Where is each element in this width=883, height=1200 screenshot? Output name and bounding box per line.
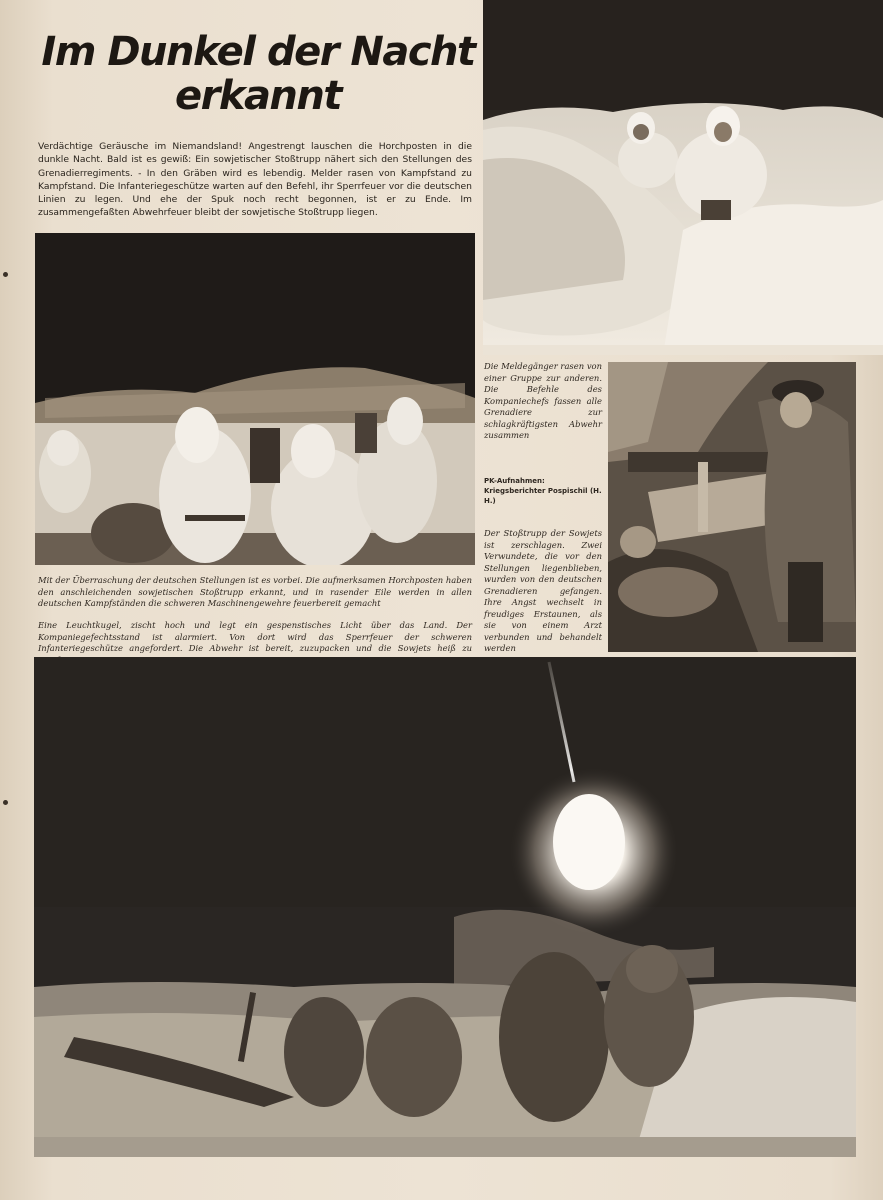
- caption-runners: Die Meldegänger rasen von einer Gruppe zur anderen. Die Befehle des Kompaniechefs fassen alle Grenadiere zur schlagkräftigsten Abwehr zusammen: [484, 361, 602, 440]
- photo-snow-trench: [483, 0, 883, 355]
- caption-flare: Eine Leuchtkugel, zischt hoch und legt ein gespenstisches Licht über das Land. Der Kompaniegefechtsstand ist alarmiert. Von dort wird das Sperrfeuer der schweren Infanteriegeschütze angefordert. Die Abwehr ist bereit, zuzupacken und die Sowjets heiß zu: [38, 620, 472, 653]
- caption-listening-post: Mit der Überraschung der deutschen Stellungen ist es vorbei. Die aufmerksamen Horchposten haben den anschleichenden sowjetischen Stoßtrupp erkannt, und in rasender Eile werden in allen deutschen Kampfständen die schweren Maschinengewehre feuerbereit gemacht: [38, 575, 472, 608]
- title-line-1: Im Dunkel der Nacht: [41, 29, 475, 75]
- caption-wounded: Der Stoßtrupp der Sowjets ist zerschlagen. Zwei Verwundete, die vor den Stellungen liegenblieben, wurden von den deutschen Grenadieren gefangen. Ihre Angst wechselt in freudiges Erstaunen, als sie von einem Arzt verbunden und behandelt werden: [484, 528, 602, 653]
- title-line-2: erkannt: [174, 73, 342, 119]
- photo-wounded-prisoners: [608, 362, 856, 652]
- binder-hole: [3, 272, 8, 277]
- binder-hole: [3, 800, 8, 805]
- photo-credit: PK-Aufnahmen: Kriegsberichter Pospischil (H. H.): [484, 477, 602, 505]
- photo-listening-post: [35, 233, 475, 565]
- article-lede: Verdächtige Geräusche im Niemandsland! Angestrengt lauschen die Horchposten in die dunkle Nacht. Bald ist es gewiß: Ein sowjetischer Stoßtrupp nähert sich den Stellungen des Grenadierregiments. - In den Gräben wird es lebendig. Melder rasen von Kampfstand zu Kampfstand. Die Infanteriegeschütze warten auf den Befehl, ihr Sperrfeuer vor die deutschen Linien zu legen. Und ehe der Spuk noch recht begonnen, ist er zu Ende. Im zusammengefaßten Abwehrfeuer bleibt der sowjetische Stoßtrupp liegen.: [38, 141, 472, 219]
- photo-night-flare: [34, 657, 856, 1157]
- article-title: [38, 30, 478, 118]
